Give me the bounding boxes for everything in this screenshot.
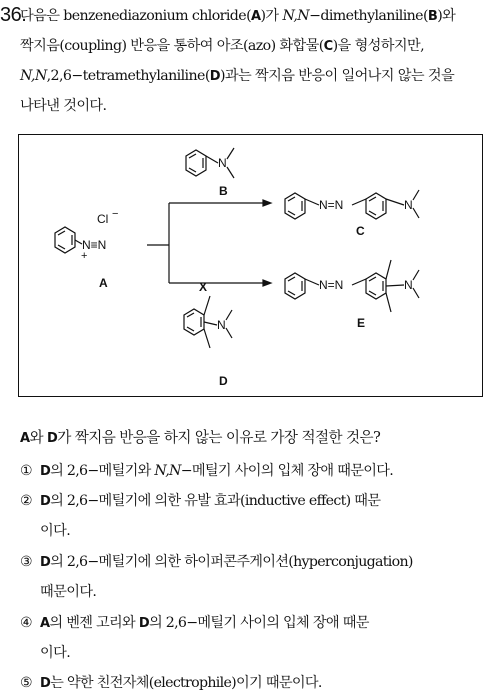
- option-number: ①: [20, 463, 33, 479]
- arrowhead-e: [263, 280, 271, 286]
- option-text: 의 2,6−메틸기에 의한 하이퍼콘주게이션(hyperconjugation): [50, 554, 413, 570]
- amine-n: N: [404, 278, 413, 292]
- question-text: )을 형성하지만,: [332, 38, 425, 54]
- azo-group: N=N: [319, 278, 344, 292]
- question-text: 다음은 benzenediazonium chloride(: [20, 8, 252, 24]
- methyl-bond: [413, 190, 419, 200]
- tetramethylaniline-structure: [184, 296, 232, 388]
- option-5[interactable]: [20, 672, 322, 692]
- methyl-bond: [204, 296, 210, 315]
- compound-label-d: D: [40, 676, 51, 691]
- question-line-1: [20, 6, 486, 27]
- chloride-ion: Cl: [97, 212, 109, 226]
- option-number: ④: [20, 615, 33, 631]
- option-3[interactable]: [20, 551, 413, 571]
- question-text: )와: [437, 8, 456, 24]
- label-e: E: [357, 316, 366, 330]
- nn-italic: N,N: [282, 8, 310, 24]
- question-text: )과는 짝지음 반응이 일어나지 않는 것을: [219, 68, 455, 84]
- double-bond: [187, 327, 194, 331]
- label-x: X: [199, 280, 208, 294]
- methyl-bond: [386, 260, 391, 279]
- compound-label-a: A: [20, 431, 30, 446]
- double-bond: [369, 197, 376, 201]
- compound-label-b: B: [427, 9, 438, 24]
- double-bond: [187, 313, 194, 317]
- question-number: 36.: [0, 4, 27, 26]
- option-number: ⑤: [20, 675, 33, 691]
- compound-label-d: D: [40, 494, 51, 509]
- bond: [206, 156, 218, 163]
- double-bond: [369, 211, 376, 215]
- compound-label-a: A: [251, 9, 261, 24]
- dimethylaniline-structure: [186, 148, 234, 198]
- methyl-bond: [413, 208, 419, 218]
- bond: [352, 199, 366, 205]
- azo-product-c-structure: [285, 190, 419, 238]
- compound-label-a: A: [40, 616, 50, 631]
- double-bond: [369, 277, 376, 281]
- option-text: 의 2,6−메틸기와: [50, 463, 155, 479]
- bond: [75, 240, 82, 244]
- sub-question-text: 와: [29, 429, 48, 446]
- amine-n: N: [218, 156, 227, 170]
- compound-label-d: D: [209, 69, 220, 84]
- compound-label-d: D: [47, 431, 58, 446]
- sub-question-text: 가 짝지음 반응을 하지 않는 이유로 가장 적절한 것은?: [57, 429, 381, 446]
- option-text: 의 2,6−메틸기 사이의 입체 장애 때문: [148, 615, 369, 631]
- option-number: ②: [20, 493, 33, 509]
- compound-label-d: D: [40, 555, 51, 570]
- question-line-3: [20, 66, 486, 87]
- bond: [204, 322, 217, 325]
- question-text: ,2,6−tetramethylaniline(: [46, 68, 210, 84]
- label-d: D: [219, 374, 228, 388]
- azo-group: N=N: [319, 198, 344, 212]
- option-2-continued: 이다.: [40, 523, 71, 539]
- methyl-bond: [227, 148, 234, 159]
- option-text: 의 2,6−메틸기에 의한 유발 효과(inductive effect) 때문: [50, 493, 381, 509]
- question-text: 짝지음(coupling) 반응을 통하여 아조(azo) 화합물(: [20, 38, 324, 54]
- double-bond: [288, 197, 295, 201]
- bond: [352, 279, 366, 285]
- double-bond: [288, 291, 295, 295]
- compound-label-d: D: [40, 464, 51, 479]
- amine-n: N: [404, 198, 413, 212]
- compound-label-c: C: [323, 39, 333, 54]
- methyl-bond: [226, 328, 232, 338]
- option-text: 는 약한 친전자체(electrophile)이기 때문이다.: [50, 675, 322, 691]
- double-bond: [58, 231, 65, 235]
- question-line-2: [20, 36, 486, 57]
- bond: [305, 199, 319, 205]
- option-3-continued: 때문이다.: [40, 584, 97, 600]
- diazonium-group: N≡N: [82, 238, 107, 252]
- option-number: ③: [20, 554, 33, 570]
- compound-label-d: D: [138, 616, 149, 631]
- methyl-bond: [227, 167, 234, 178]
- nn-italic: N,N: [154, 463, 181, 479]
- double-bond: [288, 277, 295, 281]
- question-line-4: 나타낸 것이다.: [20, 98, 107, 114]
- methyl-bond: [386, 293, 391, 312]
- double-bond: [58, 245, 65, 249]
- option-4-continued: 이다.: [40, 645, 71, 661]
- bond: [305, 279, 319, 285]
- nn-italic: N,N: [20, 68, 47, 84]
- arrowhead-c: [263, 200, 271, 206]
- option-text: 의 벤젠 고리와: [49, 615, 139, 631]
- reaction-scheme: [19, 135, 484, 398]
- double-bond: [369, 291, 376, 295]
- option-1[interactable]: [20, 460, 393, 480]
- methyl-bond: [204, 329, 210, 348]
- option-2[interactable]: [20, 490, 380, 510]
- azo-product-e-structure: [285, 260, 419, 330]
- label-c: C: [356, 224, 365, 238]
- double-bond: [288, 211, 295, 215]
- question-text: −dimethylaniline(: [309, 8, 428, 24]
- plus-charge: +: [81, 250, 88, 262]
- methyl-bond: [226, 310, 232, 320]
- double-bond: [189, 154, 196, 158]
- bond: [386, 285, 404, 286]
- label-a: A: [99, 276, 108, 290]
- methyl-bond: [413, 288, 419, 298]
- benzenediazonium-structure: [55, 208, 118, 290]
- amine-n: N: [217, 318, 226, 332]
- question-text: )가: [260, 8, 283, 24]
- bond: [386, 199, 404, 205]
- reaction-arrows: [147, 200, 271, 286]
- reaction-diagram-box: [18, 134, 483, 397]
- sub-question: [20, 426, 380, 447]
- option-4[interactable]: [20, 612, 369, 632]
- option-text: −메틸기 사이의 입체 장애 때문이다.: [180, 463, 394, 479]
- double-bond: [189, 168, 196, 172]
- minus-charge: −: [112, 208, 119, 220]
- label-b: B: [219, 184, 228, 198]
- methyl-bond: [413, 270, 419, 280]
